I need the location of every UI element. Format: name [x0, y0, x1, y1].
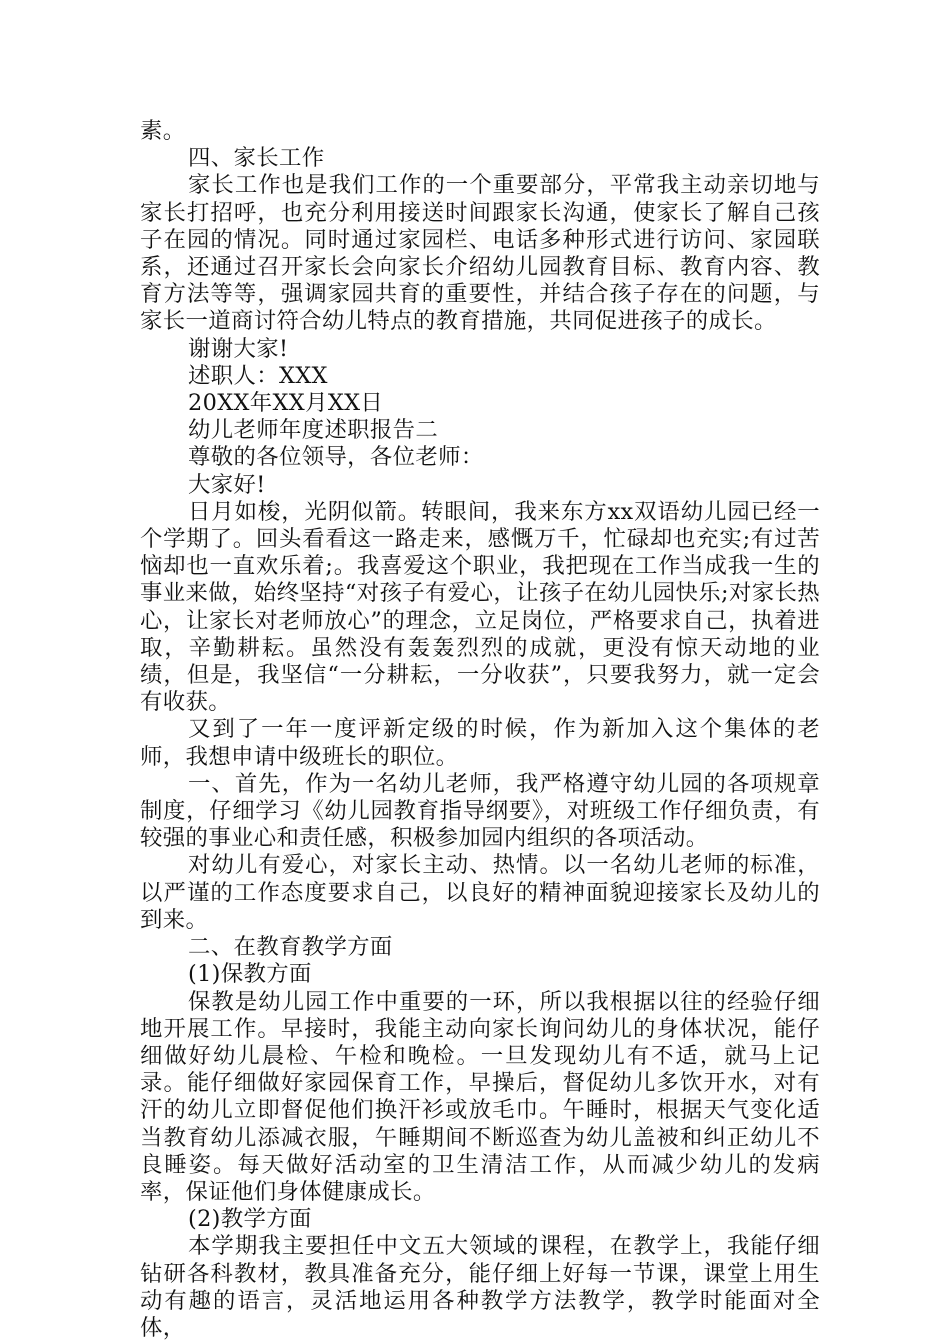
report-title-two: 幼儿老师年度述职报告二: [188, 417, 439, 444]
salutation: 尊敬的各位领导，各位老师：: [188, 444, 484, 471]
paragraph-continuation: 素。: [140, 118, 186, 144]
closing-thanks: 谢谢大家!: [188, 335, 289, 362]
subheading-teaching: (2)教学方面: [188, 1206, 312, 1233]
subheading-childcare: (1)保教方面: [188, 961, 312, 988]
paragraph-parent-work: 家长工作也是我们工作的一个重要部分，平常我主动亲切地与家长打招呼，也充分利用接送时间跟家长沟通，使家长了解自己孩子在园的情况。同时通过家园栏、电话多种形式进行访问、家园联系，还通过召开家长会向家长介绍幼儿园教育目标、教育内容、教育方法等等，强调家园共育的重要性，并结合孩子存在的问题，与家长一道商讨符合幼儿特点的教育措施，共同促进孩子的成长。: [140, 172, 820, 335]
paragraph-childcare: 保教是幼儿园工作中重要的一环，所以我根据以往的经验仔细地开展工作。早接时，我能主动向家长询问幼儿的身体状况，能仔细做好幼儿晨检、午检和晚检。一旦发现幼儿有不适，就马上记录。能仔细做好家园保育工作，早操后，督促幼儿多饮开水，对有汗的幼儿立即督促他们换汗衫或放毛巾。午睡时，根据天气变化适当教育幼儿添减衣服，午睡期间不断巡查为幼儿盖被和纠正幼儿不良睡姿。每天做好活动室的卫生清洁工作，从而减少幼儿的发病率，保证他们身体健康成长。: [140, 988, 820, 1205]
paragraph-teaching: 本学期我主要担任中文五大领域的课程，在教学上，我能仔细钻研各科教材，教具准备充分，能仔细上好每一节课，课堂上用生动有趣的语言，灵活地运用各种教学方法教学，教学时能面对全体，: [140, 1233, 820, 1341]
paragraph-intro: 日月如梭，光阴似箭。转眼间，我来东方xx双语幼儿园已经一个学期了。回头看看这一路走来，感慨万千，忙碌却也充实;有过苦恼却也一直欢乐着;。我喜爱这个职业，我把现在工作当成我一生的事业来做，始终坚持“对孩子有爱心，让孩子在幼儿园快乐;对家长热心，让家长对老师放心”的理念，立足岗位，严格要求自己，执着进取，辛勤耕耘。虽然没有轰轰烈烈的成就，更没有惊天动地的业绩，但是，我坚信“一分耕耘，一分收获”，只要我努力，就一定会有收获。: [140, 498, 820, 716]
paragraph-rules: 一、首先，作为一名幼儿老师，我严格遵守幼儿园的各项规章制度，仔细学习《幼儿园教育指导纲要》，对班级工作仔细负责，有较强的事业心和责任感，积极参加园内组织的各项活动。: [140, 770, 820, 852]
section-heading-parent-work: 四、家长工作: [188, 145, 325, 172]
paragraph-care: 对幼儿有爱心，对家长主动、热情。以一名幼儿老师的标准，以严谨的工作态度要求自己，以良好的精神面貌迎接家长及幼儿的到来。: [140, 852, 820, 933]
greeting: 大家好!: [188, 471, 266, 498]
section-heading-teaching: 二、在教育教学方面: [188, 934, 393, 961]
reporter-signature: 述职人：XXX: [188, 362, 328, 389]
paragraph-application: 又到了一年一度评新定级的时候，作为新加入这个集体的老师，我想申请中级班长的职位。: [140, 716, 820, 770]
report-date: 20XX年XX月XX日: [188, 390, 384, 417]
document-body: [140, 118, 820, 1342]
